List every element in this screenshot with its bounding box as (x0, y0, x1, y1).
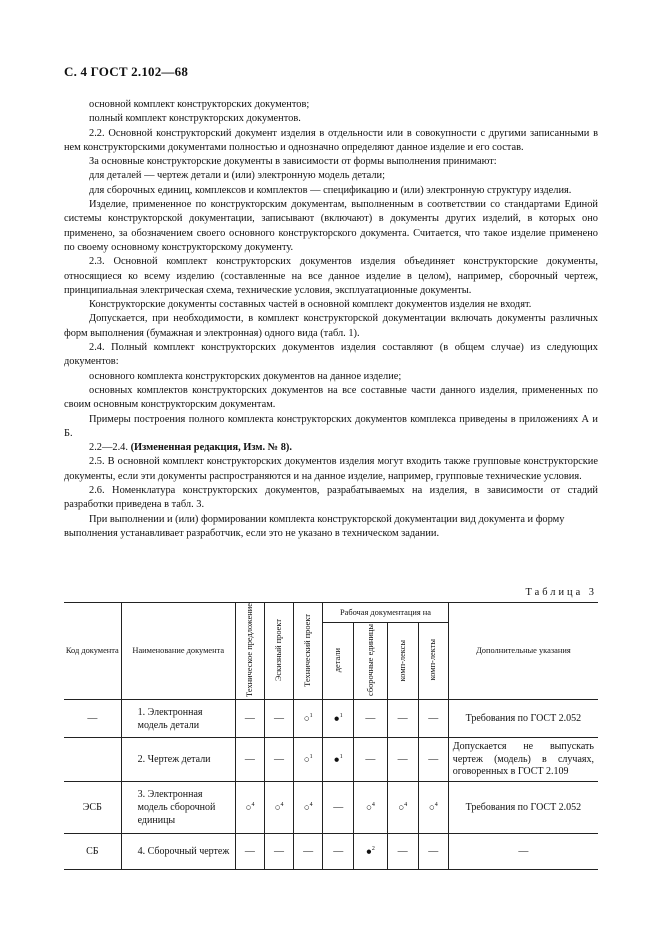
table-row (64, 782, 598, 834)
cell-kits: — (418, 700, 448, 738)
paragraph: Допускается, при необходимости, в комплект конструкторской документации включать документы различных форм выполнения (бумажная и электронная) одного вида (табл. 1). (64, 313, 598, 339)
paragraph: для деталей — чертеж детали и (или) электронную модель детали; (89, 170, 385, 182)
paragraph: 2.3. Основной комплект конструкторских документов изделия объединяет конструкторские документы, относящиеся ко всему изделию (составленные на все данное изделие в целом), например, сборочный чертеж, принципиальная электрическая схема, технические условия, эксплуатационные документы. (64, 256, 598, 296)
paragraph: основных комплектов конструкторских документов на все составные части данного изделия, примененных по своим основным конструкторским документам. (64, 384, 598, 411)
paragraph: За основные конструкторские документы в зависимости от формы выполнения принимают: (89, 156, 497, 168)
cell-tech-proposal: ○$^4$ (235, 782, 264, 834)
amendment-prefix: 2.2—2.4. (89, 442, 131, 454)
cell-parts: ●$^1$ (323, 700, 354, 738)
header-kits: комп-лекты (418, 623, 448, 700)
cell-tech-project: — (294, 834, 323, 870)
header-complexes: комп-лексы (387, 623, 418, 700)
cell-kits: — (418, 738, 448, 782)
cell-note: Требования по ГОСТ 2.052 (448, 782, 598, 834)
cell-complexes: — (387, 738, 418, 782)
paragraph: 2.6. Номенклатура конструкторских документов, разрабатываемых на изделия, в зависимости от стадий разработки приведена в табл. 3. (64, 485, 598, 511)
paragraph: Конструкторские документы составных частей в основной комплект документов изделия не входят. (89, 299, 532, 311)
page-header: С. 4 ГОСТ 2.102—68 (64, 64, 189, 79)
paragraph: основной комплект конструкторских документов; (89, 99, 310, 110)
cell-assemblies: ○$^4$ (354, 782, 387, 834)
table-row (64, 738, 598, 782)
cell-tech-project: ○$^4$ (294, 782, 323, 834)
cell-parts: — (323, 782, 354, 834)
paragraph: для сборочных единиц, комплексов и комплектов — спецификацию и (или) электронную структуру изделия. (89, 184, 572, 196)
cell-draft: — (264, 834, 293, 870)
header-code: Код документа (64, 603, 121, 700)
paragraph: 2.4. Полный комплект конструкторских документов изделия составляют (в общем случае) из следующих документов: (64, 342, 598, 368)
cell-parts: ●$^1$ (323, 738, 354, 782)
cell-draft: — (264, 738, 293, 782)
header-name: Наименование документа (121, 603, 235, 700)
table-row (64, 700, 598, 738)
cell-complexes: — (387, 700, 418, 738)
document-body (64, 98, 598, 541)
cell-code: СБ (64, 834, 121, 870)
cell-name: 2. Чертеж детали (121, 738, 235, 782)
cell-tech-proposal: — (235, 700, 264, 738)
cell-draft: — (264, 700, 293, 738)
paragraph: Примеры построения полного комплекта конструкторских документов комплекса приведены в приложениях А и Б. (64, 413, 598, 439)
cell-code: — (64, 700, 121, 738)
cell-tech-proposal: — (235, 738, 264, 782)
header-tech-project: Технический проект (294, 603, 323, 700)
cell-note: — (448, 834, 598, 870)
paragraph: При выполнении и (или) формировании комплекта конструкторской документации вид документа и форму выполнения устанавливает разработчик, если это не указано в техническом задании. (64, 513, 565, 539)
paragraph: основного комплекта конструкторских документов на данное изделие; (89, 370, 402, 382)
cell-tech-proposal: — (235, 834, 264, 870)
cell-kits: ○$^4$ (418, 782, 448, 834)
header-notes: Дополнительные указания (448, 603, 598, 700)
cell-complexes: — (387, 834, 418, 870)
cell-kits: — (418, 834, 448, 870)
amendment-bold: (Измененная редакция, Изм. № 8). (130, 442, 292, 454)
cell-name: 1. Электронная модель детали (121, 700, 235, 738)
cell-tech-project: ○$^1$ (294, 738, 323, 782)
cell-assemblies: — (354, 738, 387, 782)
cell-assemblies: ●$^2$ (354, 834, 387, 870)
header-tech-proposal: Техническое предложение (235, 603, 264, 700)
cell-note: Допускается не выпускать чертеж (модель) в случаях, оговоренных в ГОСТ 2.109 (448, 738, 598, 782)
header-draft: Эскизный проект (264, 603, 293, 700)
paragraph: полный комплект конструкторских документов. (89, 113, 301, 125)
header-parts: детали (323, 623, 354, 700)
amendment-note (64, 441, 598, 455)
header-working: Рабочая документация на (323, 603, 449, 623)
documents-table (64, 602, 598, 870)
paragraph: 2.2. Основной конструкторский документ изделия в отдельности или в совокупности с другими записанными в нем конструкторскими документами полностью и однозначно определяют данное изделие и его состав. (64, 127, 598, 153)
cell-note: Требования по ГОСТ 2.052 (448, 700, 598, 738)
cell-code: ЭСБ (64, 782, 121, 834)
cell-draft: ○$^4$ (264, 782, 293, 834)
paragraph: Изделие, примененное по конструкторским документам, выполненным в соответствии со стандартами Единой системы конструкторской документации, записывают (включают) в документы других изделий, в которых оно применено, за обозначением своего основного конструкторского документа. Считается, что такое изделие применено по своему основному конструкторскому документу. (64, 199, 598, 253)
header-assemblies: сборочные единицы (354, 623, 387, 700)
table-row (64, 834, 598, 870)
cell-name: 4. Сборочный чертеж (121, 834, 235, 870)
cell-name: 3. Электронная модель сборочной единицы (121, 782, 235, 834)
cell-parts: — (323, 834, 354, 870)
cell-code (64, 738, 121, 782)
cell-complexes: ○$^4$ (387, 782, 418, 834)
table-caption: Таблица 3 (525, 587, 597, 598)
cell-assemblies: — (354, 700, 387, 738)
cell-tech-project: ○$^1$ (294, 700, 323, 738)
paragraph: 2.5. В основной комплект конструкторских документов изделия могут входить также групповые конструкторские документы, если эти документы распространяются и на данное изделие, например, групповые технические условия. (64, 456, 598, 482)
